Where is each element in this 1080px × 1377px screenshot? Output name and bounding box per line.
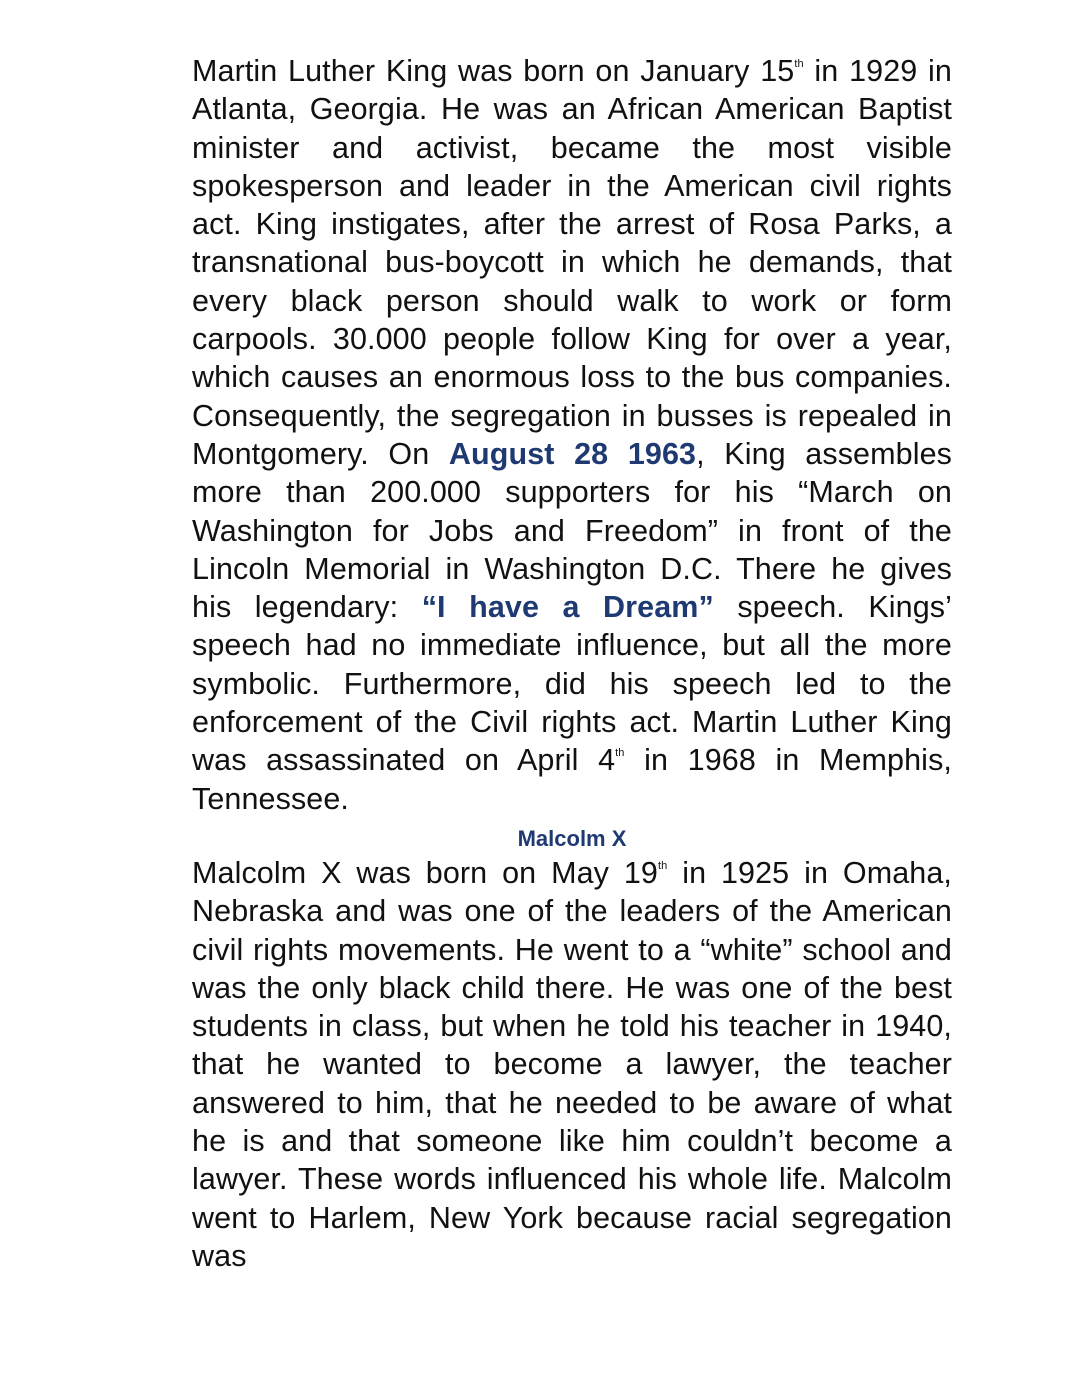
mlk-text-4: speech. Kings’ speech had no immediate influence, but all the more symbolic. Furthermore, did his speech led to the enforcement of the Civil rights act. Martin Luther King was assassinated on April 4: [192, 590, 953, 778]
march-date-highlight: August 28 1963: [448, 436, 697, 471]
mlk-text-3: , King assembles more than 200.000 supporters for his “March on Washington for Jobs and Freedom” in front of the Lincoln Memorial in Washington D.C. There he gives his legendary:: [192, 436, 952, 625]
document-page: [192, 52, 952, 1275]
mlk-ordinal-suffix-1: th: [794, 58, 804, 70]
malcolm-paragraph: [192, 854, 952, 1275]
mlk-paragraph: [192, 52, 952, 818]
malcolm-heading: Malcolm X: [517, 825, 627, 851]
malcolm-text-2: in 1925 in Omaha, Nebraska and was one of the leaders of the American civil rights movements. He went to a “white” school and was the only black child there. He was one of the best students in class, but when he told his teacher in 1940, that he wanted to become a lawyer, the teacher answered to him, that he needed to be aware of what he is and that someone like him couldn’t become a lawyer. These words influenced his whole life. Malcolm went to Harlem, New York because racial segregation was: [192, 855, 952, 1273]
mlk-text-2: in 1929 in Atlanta, Georgia. He was an African American Baptist minister and activist, became the most visible spokesperson and leader in the American civil rights act. King instigates, after the arrest of Rosa Parks, a transnational bus-boycott in which he demands, that every black person should walk to work or form carpools. 30.000 people follow King for over a year, which causes an enormous loss to the bus companies. Consequently, the segregation in busses is repealed in Montgomery. On: [192, 54, 952, 471]
malcolm-text-1: Malcolm X was born on May 19: [192, 855, 658, 890]
mlk-text-5: in 1968 in Memphis, Tennessee.: [192, 743, 952, 816]
dream-speech-highlight: “I have a Dream”: [421, 590, 714, 625]
malcolm-ordinal-suffix: th: [657, 859, 668, 872]
mlk-ordinal-suffix-2: th: [615, 747, 625, 760]
mlk-text-1: Martin Luther King was born on January 15: [192, 54, 795, 88]
